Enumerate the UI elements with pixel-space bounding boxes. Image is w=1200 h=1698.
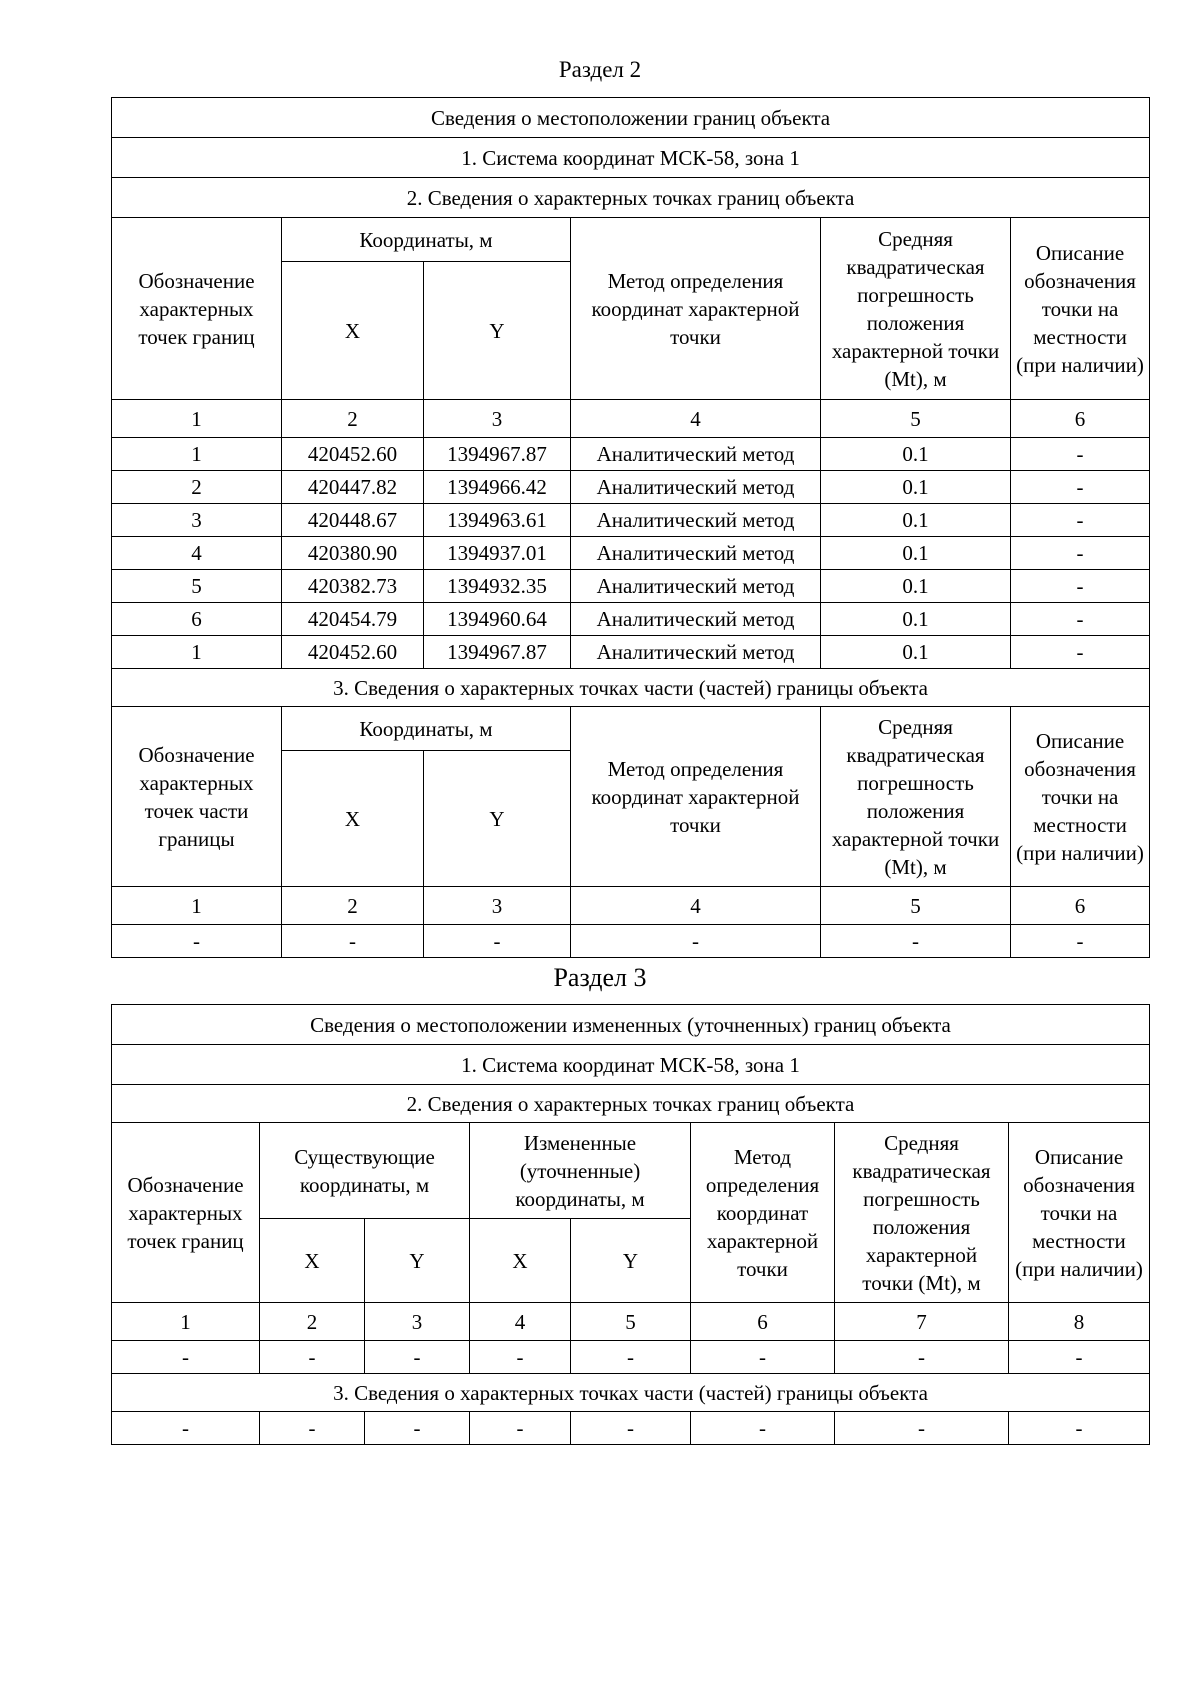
table-cell: - bbox=[470, 1341, 571, 1374]
cell-x: 420447.82 bbox=[282, 471, 424, 504]
col-number: 6 bbox=[691, 1303, 835, 1341]
cell-method: Аналитический метод bbox=[571, 504, 821, 537]
table-cell: - bbox=[571, 1341, 691, 1374]
cell-description: - bbox=[1011, 603, 1150, 636]
cell-x: 420382.73 bbox=[282, 570, 424, 603]
table-cell: - bbox=[365, 1341, 470, 1374]
col-number: 4 bbox=[470, 1303, 571, 1341]
header-designation: Обозначение характерных точек границ bbox=[112, 218, 282, 400]
cell-description: - bbox=[1011, 537, 1150, 570]
cell-y: 1394963.61 bbox=[424, 504, 571, 537]
col-number: 5 bbox=[571, 1303, 691, 1341]
cell-point: - bbox=[112, 925, 282, 958]
col-number: 4 bbox=[571, 400, 821, 438]
col-number: 2 bbox=[282, 400, 424, 438]
cell-method: Аналитический метод bbox=[571, 537, 821, 570]
parts-header-description: Описание обозначения точки на местности (при наличии) bbox=[1011, 707, 1150, 887]
s3-column-numbers-row bbox=[112, 1303, 1150, 1341]
parts-header-x: X bbox=[282, 751, 424, 887]
cell-y: 1394966.42 bbox=[424, 471, 571, 504]
cell-error: 0.1 bbox=[821, 438, 1011, 471]
section3-title: Раздел 3 bbox=[553, 963, 647, 992]
parts-column-numbers-row bbox=[112, 887, 1150, 925]
col-number: 1 bbox=[112, 400, 282, 438]
cell-point: 5 bbox=[112, 570, 282, 603]
s3-header-error: Средняя квадратическая погрешность положения характерной точки (Mt), м bbox=[835, 1123, 1009, 1303]
header-coordinates: Координаты, м bbox=[282, 218, 571, 262]
cell-description: - bbox=[1011, 438, 1150, 471]
table-row bbox=[112, 438, 1150, 471]
col-number: 1 bbox=[112, 1303, 260, 1341]
s3-header-existing: Существующие координаты, м bbox=[260, 1123, 470, 1219]
col-number: 2 bbox=[260, 1303, 365, 1341]
cell-error: 0.1 bbox=[821, 504, 1011, 537]
cell-description: - bbox=[1011, 925, 1150, 958]
table-row bbox=[112, 570, 1150, 603]
cell-point: 3 bbox=[112, 504, 282, 537]
cell-point: 4 bbox=[112, 537, 282, 570]
table-cell: - bbox=[835, 1412, 1009, 1445]
cell-description: - bbox=[1011, 636, 1150, 669]
table-row bbox=[112, 537, 1150, 570]
s3-header-x-existing: X bbox=[260, 1219, 365, 1303]
table-cell: - bbox=[835, 1341, 1009, 1374]
s3-header-method: Метод определения координат характерной точки bbox=[691, 1123, 835, 1303]
cell-error: 0.1 bbox=[821, 636, 1011, 669]
section3-parts-title: 3. Сведения о характерных точках части (частей) границы объекта bbox=[112, 1374, 1150, 1412]
table-row bbox=[112, 636, 1150, 669]
cell-x: 420380.90 bbox=[282, 537, 424, 570]
parts-header-coordinates: Координаты, м bbox=[282, 707, 571, 751]
table-cell: - bbox=[260, 1412, 365, 1445]
section3-table-title: Сведения о местоположении измененных (уточненных) границ объекта bbox=[112, 1005, 1150, 1045]
col-number: 3 bbox=[365, 1303, 470, 1341]
cell-method: Аналитический метод bbox=[571, 636, 821, 669]
col-number: 2 bbox=[282, 887, 424, 925]
col-number: 6 bbox=[1011, 400, 1150, 438]
table-cell: - bbox=[571, 1412, 691, 1445]
cell-method: Аналитический метод bbox=[571, 603, 821, 636]
table-row bbox=[112, 1341, 1150, 1374]
parts-header-error: Средняя квадратическая погрешность положения характерной точки (Mt), м bbox=[821, 707, 1011, 887]
cell-y: 1394967.87 bbox=[424, 438, 571, 471]
cell-point: 6 bbox=[112, 603, 282, 636]
parts-header-designation: Обозначение характерных точек части границы bbox=[112, 707, 282, 887]
column-numbers-row bbox=[112, 400, 1150, 438]
parts-header-y: Y bbox=[424, 751, 571, 887]
header-method: Метод определения координат характерной точки bbox=[571, 218, 821, 400]
col-number: 3 bbox=[424, 400, 571, 438]
cell-y: 1394932.35 bbox=[424, 570, 571, 603]
col-number: 7 bbox=[835, 1303, 1009, 1341]
section3-points-title: 2. Сведения о характерных точках границ объекта bbox=[112, 1085, 1150, 1123]
cell-error: - bbox=[821, 925, 1011, 958]
cell-description: - bbox=[1011, 570, 1150, 603]
s3-header-x-changed: X bbox=[470, 1219, 571, 1303]
s3-header-y-existing: Y bbox=[365, 1219, 470, 1303]
cell-x: 420448.67 bbox=[282, 504, 424, 537]
section2-title: Раздел 2 bbox=[558, 57, 642, 82]
table-cell: - bbox=[470, 1412, 571, 1445]
cell-error: 0.1 bbox=[821, 603, 1011, 636]
table-cell: - bbox=[112, 1341, 260, 1374]
cell-description: - bbox=[1011, 504, 1150, 537]
s3-header-y-changed: Y bbox=[571, 1219, 691, 1303]
cell-method: Аналитический метод bbox=[571, 471, 821, 504]
cell-point: 1 bbox=[112, 438, 282, 471]
col-number: 8 bbox=[1009, 1303, 1150, 1341]
section2-coord-system: 1. Система координат МСК-58, зона 1 bbox=[112, 138, 1150, 178]
table-row bbox=[112, 504, 1150, 537]
table-row bbox=[112, 471, 1150, 504]
table-cell: - bbox=[1009, 1412, 1150, 1445]
cell-point: 1 bbox=[112, 636, 282, 669]
cell-y: 1394937.01 bbox=[424, 537, 571, 570]
table-row bbox=[112, 603, 1150, 636]
cell-error: 0.1 bbox=[821, 570, 1011, 603]
cell-y: 1394967.87 bbox=[424, 636, 571, 669]
section2-points-title: 2. Сведения о характерных точках границ объекта bbox=[112, 178, 1150, 218]
cell-method: - bbox=[571, 925, 821, 958]
section2-parts-title: 3. Сведения о характерных точках части (частей) границы объекта bbox=[112, 669, 1150, 707]
section2-table-title: Сведения о местоположении границ объекта bbox=[112, 98, 1150, 138]
cell-y: - bbox=[424, 925, 571, 958]
cell-error: 0.1 bbox=[821, 537, 1011, 570]
col-number: 5 bbox=[821, 887, 1011, 925]
table-row bbox=[112, 1412, 1150, 1445]
s3-header-description: Описание обозначения точки на местности (при наличии) bbox=[1009, 1123, 1150, 1303]
table-cell: - bbox=[112, 1412, 260, 1445]
col-number: 1 bbox=[112, 887, 282, 925]
col-number: 4 bbox=[571, 887, 821, 925]
table-cell: - bbox=[1009, 1341, 1150, 1374]
s3-header-designation: Обозначение характерных точек границ bbox=[112, 1123, 260, 1303]
header-y: Y bbox=[424, 262, 571, 400]
table-cell: - bbox=[365, 1412, 470, 1445]
header-description: Описание обозначения точки на местности (при наличии) bbox=[1011, 218, 1150, 400]
cell-error: 0.1 bbox=[821, 471, 1011, 504]
header-x: X bbox=[282, 262, 424, 400]
col-number: 6 bbox=[1011, 887, 1150, 925]
cell-x: 420454.79 bbox=[282, 603, 424, 636]
cell-x: 420452.60 bbox=[282, 438, 424, 471]
cell-method: Аналитический метод bbox=[571, 438, 821, 471]
col-number: 3 bbox=[424, 887, 571, 925]
cell-x: 420452.60 bbox=[282, 636, 424, 669]
cell-y: 1394960.64 bbox=[424, 603, 571, 636]
cell-x: - bbox=[282, 925, 424, 958]
header-error: Средняя квадратическая погрешность положения характерной точки (Mt), м bbox=[821, 218, 1011, 400]
s3-header-changed: Измененные (уточненные) координаты, м bbox=[470, 1123, 691, 1219]
cell-method: Аналитический метод bbox=[571, 570, 821, 603]
table-cell: - bbox=[691, 1341, 835, 1374]
table-cell: - bbox=[260, 1341, 365, 1374]
cell-description: - bbox=[1011, 471, 1150, 504]
cell-point: 2 bbox=[112, 471, 282, 504]
section3-table bbox=[111, 1004, 1150, 1445]
section3-coord-system: 1. Система координат МСК-58, зона 1 bbox=[112, 1045, 1150, 1085]
col-number: 5 bbox=[821, 400, 1011, 438]
table-cell: - bbox=[691, 1412, 835, 1445]
section2-table bbox=[111, 97, 1150, 958]
table-row bbox=[112, 925, 1150, 958]
parts-header-method: Метод определения координат характерной точки bbox=[571, 707, 821, 887]
